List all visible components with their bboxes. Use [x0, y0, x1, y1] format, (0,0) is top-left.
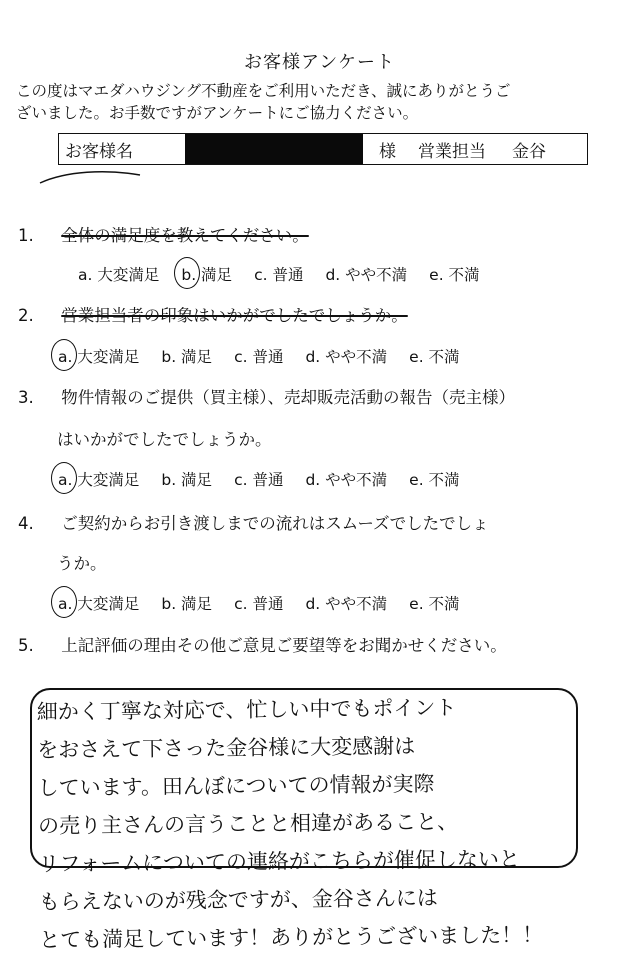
comment-line: 細かく丁寧な対応で、忙しい中でもポイント [36, 695, 457, 725]
comment-line: もらえないのが残念ですが、金谷さんには [38, 885, 438, 915]
option-e: e. 不満 [409, 471, 460, 489]
question-1 [18, 222, 309, 246]
redacted-customer-name [185, 134, 363, 164]
option-c: c. 普通 [234, 595, 284, 613]
staff-label: 営業担当 [418, 141, 486, 162]
question-2 [18, 302, 408, 326]
option-d: d. やや不満 [325, 266, 408, 284]
question-4 [18, 510, 489, 534]
option-a-selected: a. 大変満足 [58, 345, 139, 367]
option-c: c. 普通 [254, 266, 304, 284]
customer-name-label: お客様名 [65, 141, 133, 162]
comment-line: リフォームについての連絡がこちらが催促しないと [38, 847, 521, 877]
option-c: c. 普通 [234, 348, 284, 366]
question-1-options [78, 263, 502, 285]
option-c: c. 普通 [234, 471, 284, 489]
question-2-options [58, 345, 482, 367]
option-a-selected: a. 大変満足 [58, 468, 139, 490]
option-d: d. やや不満 [305, 471, 388, 489]
question-3-continued: はいかがでしたでしょうか。 [57, 430, 272, 449]
option-b: b. 満足 [161, 348, 213, 366]
question-number: 3. [18, 388, 34, 407]
page-title: お客様アンケート [244, 52, 395, 73]
option-d: d. やや不満 [305, 595, 388, 613]
staff-name: 金谷 [512, 141, 546, 162]
question-text: 上記評価の理由その他ご意見ご要望等をお聞かせください。 [61, 636, 507, 655]
pen-swoosh-mark [36, 165, 146, 189]
question-5 [18, 632, 507, 656]
intro-line-2: ざいました。お手数ですがアンケートにご協力ください。 [16, 104, 419, 122]
question-text: 物件情報のご提供（買主様）、売却販売活動の報告（売主様） [61, 388, 515, 407]
option-e: e. 不満 [409, 595, 460, 613]
question-text: 全体の満足度を教えてください。 [61, 226, 309, 245]
question-3-options [58, 468, 482, 490]
question-number: 4. [18, 514, 34, 533]
question-3 [18, 384, 515, 408]
question-number: 2. [18, 306, 34, 325]
question-number: 1. [18, 226, 34, 245]
intro-text [16, 80, 628, 124]
comment-line: をおさえて下さった金谷様に大変感謝は [37, 734, 416, 763]
question-text: 営業担当者の印象はいかがでしたでしょうか。 [61, 306, 408, 325]
question-4-continued: うか。 [57, 554, 107, 573]
question-4-options [58, 592, 482, 614]
handwritten-comment [37, 687, 630, 959]
question-number: 5. [18, 636, 34, 655]
option-a-selected: a. 大変満足 [58, 592, 139, 614]
question-text: ご契約からお引き渡しまでの流れはスムーズでしたでしょ [61, 514, 489, 533]
option-d: d. やや不満 [305, 348, 388, 366]
customer-name-box [58, 133, 588, 165]
comment-line: とても満足しています！ありがとうございました！！ [39, 922, 544, 953]
option-b-selected: b. 満足 [181, 263, 232, 285]
option-e: e. 不満 [429, 266, 480, 284]
honorific: 様 [379, 141, 396, 162]
option-b: b. 満足 [161, 595, 213, 613]
intro-line-1: この度はマエダハウジング不動産をご利用いただき、誠にありがとうご [16, 82, 511, 100]
comment-line: しています。田んぼについての情報が実際 [37, 771, 435, 801]
option-e: e. 不満 [409, 348, 460, 366]
option-b: b. 満足 [161, 471, 213, 489]
option-a: a. 大変満足 [78, 266, 160, 284]
comment-line: の売り主さんの言うことと相違があること、 [37, 809, 459, 839]
